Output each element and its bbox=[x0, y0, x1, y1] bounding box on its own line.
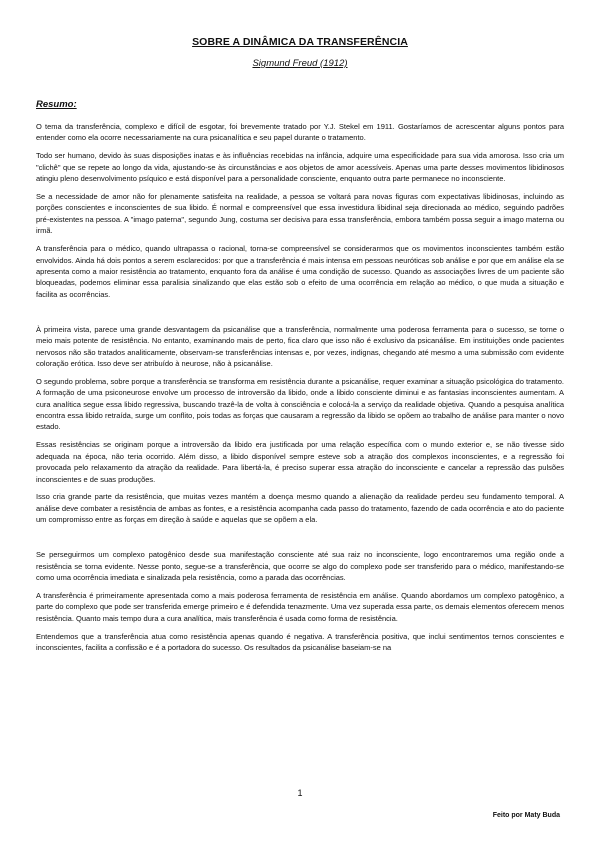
section-heading: Resumo: bbox=[36, 99, 77, 110]
paragraph: Se perseguirmos um complexo patogênico desde sua manifestação consciente até sua raiz no inconsciente, logo encontraremos uma região onde a resistência se torna evidente. Nesse ponto, segue-se a transferência, que ocorre se algo do complexo pode ser transferido para o médico, manifestando-se como uma ocorrência imediata e sinalizada pela resistência, como a parada das ocorrências. bbox=[36, 550, 564, 582]
paragraph: Entendemos que a transferência atua como resistência apenas quando é negativa. A transferência positiva, que inclui sentimentos ternos conscientes e inconscientes, facilita a confissão e é a portadora do sucesso. Os resultados da psicanálise baseiam-se na bbox=[36, 631, 564, 653]
footer-credit: Feito por Maty Buda bbox=[492, 812, 560, 819]
paragraph: Se a necessidade de amor não for plenamente satisfeita na realidade, a pessoa se voltará para novas figuras com expectativas libidinosas, incluindo as porções conscientes e inconscientes de sua libido. É normal e compreensível que essa investidura libidinal seja direcionada ao médico, seguindo padrões pré-existentes na pessoa. A "imago paterna", segundo Jung, costuma ser decisiva para essa transferência, embora também possa seguir a imago materna ou irmã. bbox=[36, 192, 564, 236]
document-title: SOBRE A DINÂMICA DA TRANSFERÊNCIA bbox=[192, 36, 408, 48]
document-author: Sigmund Freud (1912) bbox=[252, 58, 348, 69]
paragraph: A transferência é primeiramente apresentada como a mais poderosa ferramenta de resistência em análise. Quando abordamos um complexo patogênico, a parte do complexo que pode ser transferida emerge primeiro e é defendida tenazmente. Uma vez superada essa parte, os demais elementos oferecem menos resistência. Quanto mais tempo dura a cura analítica, mais transferência é usada como forma de resistência. bbox=[36, 590, 564, 623]
paragraph: À primeira vista, parece uma grande desvantagem da psicanálise que a transferência, normalmente uma poderosa ferramenta para o sucesso, se torne o meio mais potente de resistência. No entanto, examinando mais de perto, fica claro que isso não é exclusivo da psicanálise. Em instituições onde pacientes nervosos não são tratados analiticamente, observam-se transferências intensas e, por vezes, indignas, chegando até mesmo a uma submissão com evidente coloração erótica. Isso deve ser atribuído à neurose, não à psicanálise. bbox=[36, 324, 564, 368]
paragraph-spacer bbox=[36, 532, 564, 549]
paragraph: Essas resistências se originam porque a introversão da libido era justificada por uma relação específica com o mundo exterior e, se não tivesse sido adequada na época, não teria ocorrido. Além disso, a libido disponível sempre esteve sob a atração dos complexos inconscientes, e a regressão foi provocada pelo relaxamento da atração da realidade. Para libertá-la, é preciso superar essa atração do inconsciente e cancelar a repressão das pulsões inconscientes e de suas produções. bbox=[36, 440, 564, 484]
page-number: 1 bbox=[297, 788, 303, 798]
paragraph: Isso cria grande parte da resistência, que muitas vezes mantém a doença mesmo quando a alienação da realidade perdeu seu fundamento temporal. A análise deve combater a resistência de ambas as fontes, e a resistência acompanha cada passo do tratamento, fazendo de cada ocorrência e ato do paciente um compromisso entre as forças em direção à saúde e aquelas que se opõem a ela. bbox=[36, 492, 564, 525]
paragraph: O tema da transferência, complexo e difícil de esgotar, foi brevemente tratado por Y.J. Stekel em 1911. Gostaríamos de acrescentar alguns pontos para entender como ela ocorre necessariamente na cura psicanalítica e seu papel durante o tratamento. bbox=[36, 122, 564, 143]
paragraph: O segundo problema, sobre porque a transferência se transforma em resistência durante a psicanálise, requer examinar a situação psicológica do tratamento. A formação de uma psiconeurose envolve um processo de introversão da libido, onde a libido consciente diminui e as fantasias inconscientes aumentam. A cura analítica segue essa libido regressiva, buscando trazê-la de volta à consciência e colocá-la a serviço da realidade objetiva. Quando a pesquisa analítica encontra essa libido retraída, surge um conflito, pois todas as forças que causaram a regressão da libido se opõem ao trabalho de análise para manter o novo estado. bbox=[36, 376, 564, 432]
document-body bbox=[36, 121, 564, 660]
paragraph-spacer bbox=[36, 307, 564, 324]
paragraph: A transferência para o médico, quando ultrapassa o racional, torna-se compreensível se considerarmos que os movimentos inconscientes também estão envolvidos. Ainda há dois pontos a serem esclarecidos: por que a transferência é mais intensa em pessoas neuróticas sob análise e por que em análise ela se apresenta como a maior resistência ao tratamento, enquanto fora da análise é uma condição de sucesso. Quando as associações livres de um paciente são bloqueadas, podemos eliminar essa paralisia sinalizando que elas estão sob o efeito de uma ocorrência em relação ao médico, o que muda a situação e facilita as ocorrências. bbox=[36, 244, 564, 299]
paragraph: Todo ser humano, devido às suas disposições inatas e às influências recebidas na infância, adquire uma especificidade para sua vida amorosa. Isso cria um "clichê" que se repete ao longo da vida, ajustando-se às circunstâncias e aos objetos de amor acessíveis. Apenas uma parte desses movimentos libidinosos atingiu pleno desenvolvimento psíquico e está disponível para a personalidade consciente, enquanto outra parte permanece no inconsciente. bbox=[36, 151, 564, 184]
